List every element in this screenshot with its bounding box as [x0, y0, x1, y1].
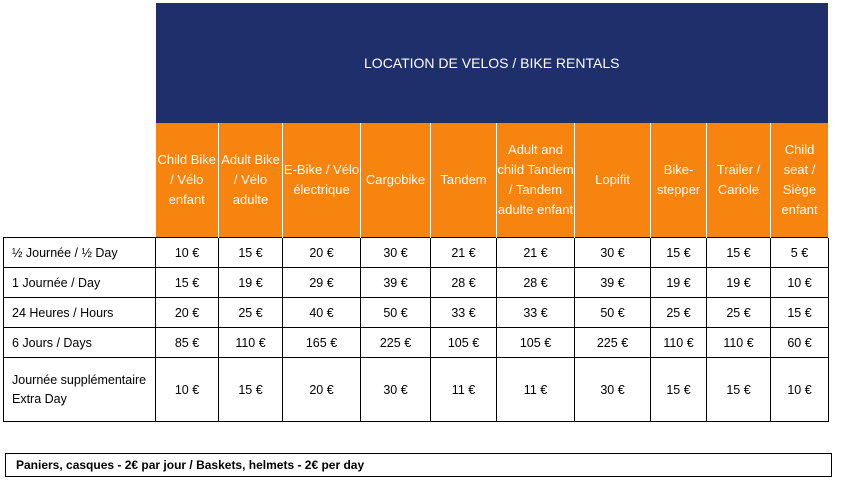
price-cell: 19 € — [707, 268, 771, 298]
price-cell: 15 € — [651, 358, 707, 422]
price-cell: 25 € — [219, 298, 283, 328]
column-header: Child Bike / Vélo enfant — [156, 123, 219, 238]
column-header: Bike-stepper — [651, 123, 707, 238]
price-cell: 110 € — [651, 328, 707, 358]
price-cell: 15 € — [771, 298, 829, 328]
price-cell: 225 € — [361, 328, 431, 358]
price-cell: 5 € — [771, 238, 829, 268]
price-cell: 30 € — [361, 358, 431, 422]
price-cell: 39 € — [361, 268, 431, 298]
table-row — [4, 298, 829, 328]
table-row — [4, 238, 829, 268]
price-cell: 21 € — [431, 238, 497, 268]
column-header: Lopifit — [575, 123, 651, 238]
table-row — [4, 328, 829, 358]
price-cell: 105 € — [431, 328, 497, 358]
corner-cell — [4, 123, 156, 238]
price-cell: 10 € — [771, 268, 829, 298]
table-row — [4, 268, 829, 298]
price-cell: 33 € — [497, 298, 575, 328]
price-cell: 15 € — [156, 268, 219, 298]
price-cell: 15 € — [707, 358, 771, 422]
price-cell: 110 € — [219, 328, 283, 358]
price-cell: 20 € — [283, 238, 361, 268]
price-cell: 25 € — [651, 298, 707, 328]
price-cell: 15 € — [219, 238, 283, 268]
price-cell: 40 € — [283, 298, 361, 328]
row-label: 1 Journée / Day — [4, 268, 156, 298]
price-cell: 10 € — [156, 358, 219, 422]
price-cell: 25 € — [707, 298, 771, 328]
price-rows — [4, 238, 829, 422]
column-header: Cargobike — [361, 123, 431, 238]
row-label: Journée supplémentaire Extra Day — [4, 358, 156, 422]
price-cell: 21 € — [497, 238, 575, 268]
price-cell: 15 € — [707, 238, 771, 268]
table-row — [4, 358, 829, 422]
logo-cell — [4, 3, 156, 123]
price-cell: 10 € — [771, 358, 829, 422]
row-label: ½ Journée / ½ Day — [4, 238, 156, 268]
price-cell: 20 € — [283, 358, 361, 422]
price-cell: 165 € — [283, 328, 361, 358]
price-cell: 30 € — [575, 358, 651, 422]
price-cell: 33 € — [431, 298, 497, 328]
price-cell: 15 € — [219, 358, 283, 422]
title-row — [4, 3, 829, 123]
price-cell: 28 € — [497, 268, 575, 298]
price-cell: 15 € — [651, 238, 707, 268]
column-header: Child seat / Siège enfant — [771, 123, 829, 238]
column-header: Adult and child Tandem / Tandem adulte enfant — [497, 123, 575, 238]
row-label: 24 Heures / Hours — [4, 298, 156, 328]
price-cell: 11 € — [497, 358, 575, 422]
price-cell: 85 € — [156, 328, 219, 358]
price-cell: 39 € — [575, 268, 651, 298]
price-cell: 19 € — [219, 268, 283, 298]
price-cell: 50 € — [361, 298, 431, 328]
column-header: Tandem — [431, 123, 497, 238]
price-cell: 28 € — [431, 268, 497, 298]
rental-price-table — [3, 3, 829, 422]
price-cell: 20 € — [156, 298, 219, 328]
price-cell: 60 € — [771, 328, 829, 358]
accessories-note: Paniers, casques - 2€ par jour / Baskets, helmets - 2€ per day — [5, 453, 832, 477]
price-cell: 30 € — [361, 238, 431, 268]
column-header: Adult Bike / Vélo adulte — [219, 123, 283, 238]
price-cell: 11 € — [431, 358, 497, 422]
column-header: E-Bike / Vélo électrique — [283, 123, 361, 238]
price-cell: 10 € — [156, 238, 219, 268]
price-cell: 110 € — [707, 328, 771, 358]
row-label: 6 Jours / Days — [4, 328, 156, 358]
column-header: Trailer / Cariole — [707, 123, 771, 238]
table-title: LOCATION DE VELOS / BIKE RENTALS — [156, 3, 829, 123]
price-cell: 29 € — [283, 268, 361, 298]
price-cell: 30 € — [575, 238, 651, 268]
price-cell: 19 € — [651, 268, 707, 298]
column-header-row — [4, 123, 829, 238]
price-cell: 225 € — [575, 328, 651, 358]
price-cell: 50 € — [575, 298, 651, 328]
price-cell: 105 € — [497, 328, 575, 358]
